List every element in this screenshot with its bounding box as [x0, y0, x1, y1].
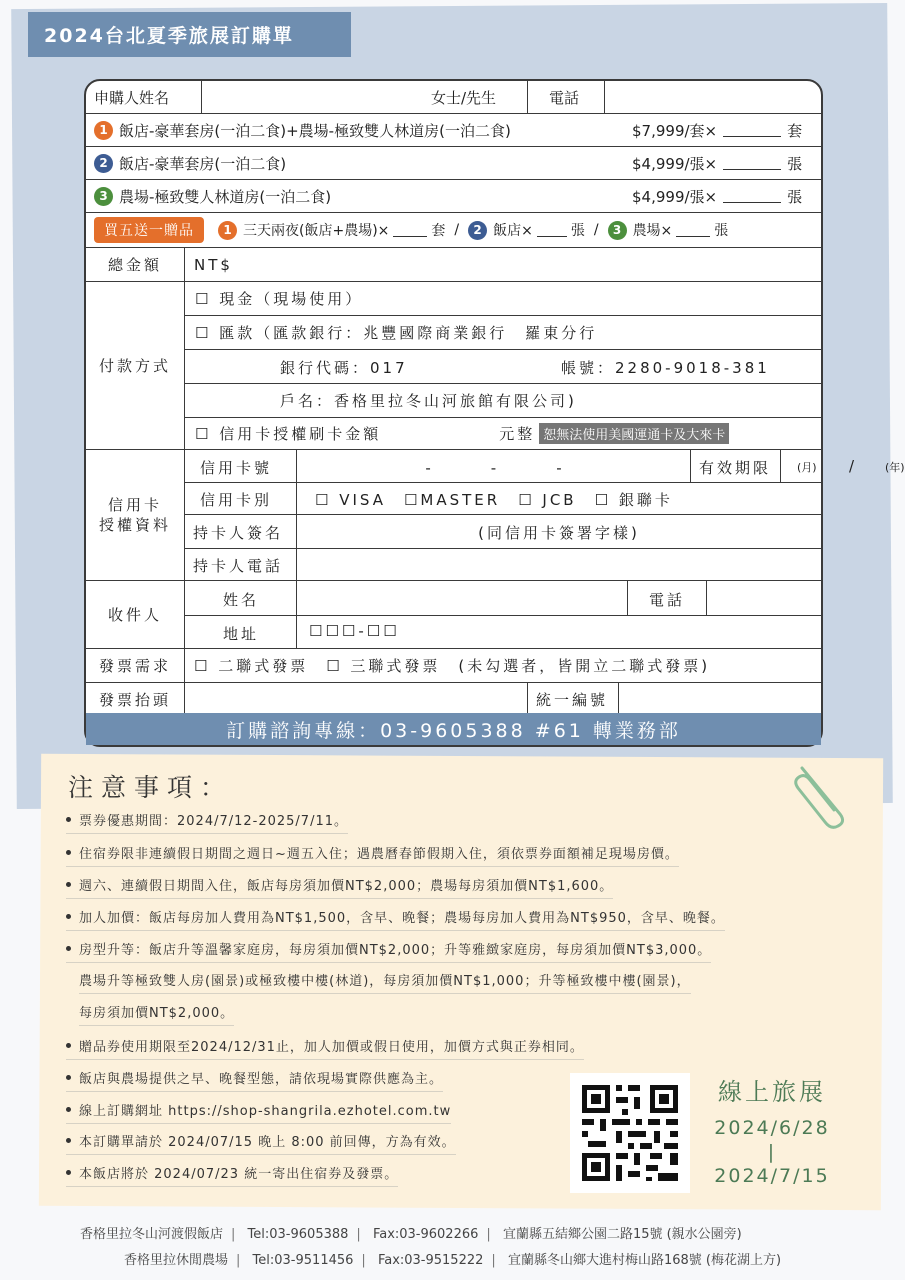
note-text: 本訂購單請於 2024/07/15 晚上 8:00 前回傳，方為有效。	[79, 1135, 456, 1150]
receiver-label: 收件人	[107, 606, 162, 624]
order-form	[84, 79, 905, 747]
phone-label: 電話	[549, 88, 580, 107]
gift-option-2: 飯店×	[493, 223, 533, 239]
hotel-name: 香格里拉冬山河渡假飯店	[80, 1227, 224, 1242]
card-section-label-line2: 授權資料	[98, 516, 171, 534]
item-price: $4,999/張×	[632, 187, 718, 206]
credit-card-block	[86, 450, 905, 581]
note-item	[66, 1036, 584, 1060]
gift-quantity-field[interactable]	[393, 224, 427, 237]
online-fair-title: 線上旅展	[718, 1078, 826, 1106]
hotel-tel[interactable]: Tel:03-9605388	[247, 1227, 349, 1242]
number-3-icon: 3	[608, 221, 627, 240]
applicant-label: 申購人姓名	[94, 88, 170, 107]
payment-block	[86, 282, 821, 450]
pay-remit-option[interactable]: ☐ 匯款（匯款銀行：兆豐國際商業銀行 羅東分行	[185, 315, 821, 350]
hotel-address: 宜蘭縣五結鄉公園二路15號 (親水公園旁)	[502, 1227, 742, 1242]
item-row-1	[86, 114, 821, 147]
card-type-row	[185, 482, 821, 515]
online-fair-start: 2024/6/28	[714, 1117, 830, 1139]
note-item	[66, 810, 348, 834]
pay-cash-option[interactable]: ☐ 現金（現場使用）	[185, 282, 821, 316]
item-row-2	[86, 147, 821, 180]
paperclip-icon	[788, 758, 858, 833]
online-fair-dash: |	[767, 1141, 777, 1163]
address-label: 地址	[223, 625, 260, 643]
expiry-label: 有效期限	[699, 459, 772, 477]
number-3-icon: 3	[94, 187, 113, 206]
item-row-3	[86, 180, 821, 213]
online-fair-end: 2024/7/15	[714, 1165, 830, 1187]
yuan-label: 元整	[499, 424, 536, 443]
card-number-label: 信用卡號	[200, 459, 273, 477]
note-text: 加人加價：飯店每房加人費用為NT$1,500，含早、晚餐；農場每房加人費用為NT$950，含早、晚餐。	[79, 911, 725, 926]
bank-info-row	[185, 349, 821, 384]
number-1-icon: 1	[94, 121, 113, 140]
gender-label: 女士/先生	[431, 88, 497, 107]
card-restriction-note: 恕無法使用美國運通卡及大來卡	[539, 423, 729, 444]
note-text: 贈品券使用期限至2024/12/31止，加人加價或假日使用，加價方式與正券相同。	[79, 1040, 584, 1055]
tax-id-field[interactable]	[619, 683, 821, 716]
total-row	[86, 248, 821, 282]
gift-option-3: 農場×	[632, 223, 673, 239]
invoice-title-row	[86, 683, 821, 716]
gift-unit-2: 張	[570, 223, 585, 239]
note-text: 票券優惠期間：2024/7/12-2025/7/11。	[79, 814, 349, 829]
receiver-name-field[interactable]	[297, 581, 627, 615]
invoice-need-label: 發票需求	[98, 657, 171, 675]
holder-phone-row	[185, 548, 821, 580]
note-text: 住宿券限非連續假日期間之週日~週五入住；遇農曆春節假期入住，須依票券面額補足現場房價。	[79, 847, 679, 862]
farm-tel[interactable]: Tel:03-9511456	[252, 1253, 354, 1268]
card-section-label-line1: 信用卡	[107, 496, 162, 514]
note-item-continued	[79, 970, 691, 994]
item-name: 飯店-豪華套房(一泊二食)	[119, 154, 287, 173]
separator: /	[454, 222, 460, 238]
pay-card-row	[185, 417, 821, 449]
item-price: $7,999/套×	[632, 121, 718, 140]
qr-code-icon	[570, 1073, 690, 1193]
notes-title: 注意事項：	[68, 773, 234, 802]
note-item	[66, 939, 711, 963]
note-text: 飯店與農場提供之早、晚餐型態，請依現場實際供應為主。	[79, 1072, 444, 1087]
gift-option-1: 三天兩夜(飯店+農場)×	[243, 223, 390, 239]
gift-badge: 買五送一贈品	[94, 217, 204, 243]
applicant-phone-field[interactable]	[605, 81, 821, 113]
note-item	[66, 907, 725, 931]
gift-unit-1: 套	[431, 223, 446, 239]
receiver-name-row	[185, 581, 821, 616]
number-1-icon: 1	[218, 221, 237, 240]
payment-label: 付款方式	[98, 357, 171, 375]
invoice-title-field[interactable]	[185, 683, 527, 716]
quantity-field[interactable]	[723, 157, 781, 170]
note-text: 週六、連續假日期間入住，飯店每房須加價NT$2,000；農場每房須加價NT$1,600。	[79, 879, 614, 894]
holder-sign-field[interactable]: (同信用卡簽署字樣)	[478, 524, 640, 542]
note-item	[66, 1068, 443, 1092]
gift-row	[86, 213, 821, 248]
card-type-label: 信用卡別	[200, 491, 273, 509]
gift-unit-3: 張	[714, 223, 729, 239]
holder-phone-field[interactable]	[297, 548, 821, 580]
card-type-options[interactable]: ☐ VISA ☐MASTER ☐ JCB ☐ 銀聯卡	[315, 491, 673, 509]
hotel-contact-line: 香格里拉冬山河渡假飯店 | Tel:03-9605388 | Fax:03-9602266 | 宜蘭縣五結鄉公園二路15號 (親水公園旁)	[80, 1227, 742, 1242]
item-unit: 張	[787, 187, 803, 206]
hotline-bar: 訂購諮詢專線：03-9605388 #61 轉業務部	[86, 713, 821, 745]
item-name: 農場-極致雙人林道房(一泊二食)	[119, 187, 332, 206]
item-unit: 張	[787, 154, 803, 173]
number-2-icon: 2	[468, 221, 487, 240]
online-fair-block	[712, 1072, 832, 1187]
qr-code[interactable]	[570, 1073, 690, 1193]
applicant-row	[86, 81, 821, 114]
quantity-field[interactable]	[723, 124, 781, 137]
note-text: 線上訂購網址 https://shop-shangrila.ezhotel.com.tw	[79, 1104, 452, 1119]
holder-phone-label: 持卡人電話	[193, 557, 284, 575]
farm-name: 香格里拉休閒農場	[124, 1253, 229, 1268]
note-item	[66, 843, 679, 867]
receiver-block	[86, 581, 821, 649]
expiry-slash: /	[849, 457, 855, 475]
item-price: $4,999/張×	[632, 154, 718, 173]
note-item	[66, 875, 613, 899]
receiver-name-label: 姓名	[223, 591, 260, 609]
invoice-need-row	[86, 649, 821, 683]
note-text: 本飯店將於 2024/07/23 統一寄出住宿券及發票。	[79, 1167, 399, 1182]
account-number: 帳號：2280-9018-381	[561, 359, 770, 377]
receiver-phone-field[interactable]	[707, 581, 821, 615]
number-2-icon: 2	[94, 154, 113, 173]
item-name: 飯店-豪華套房(一泊二食)+農場-極致雙人林道房(一泊二食)	[119, 121, 511, 140]
page-title: 2024台北夏季旅展訂購單	[28, 12, 351, 57]
note-item	[66, 1100, 451, 1124]
card-number-field[interactable]: - - -	[425, 459, 562, 477]
holder-sign-row	[185, 514, 821, 549]
card-section-label	[86, 450, 184, 580]
total-label: 總金額	[107, 256, 162, 274]
farm-contact-line: 香格里拉休閒農場 | Tel:03-9511456 | Fax:03-9515222 | 宜蘭縣冬山鄉大進村梅山路168號 (梅花湖上方)	[124, 1253, 782, 1268]
farm-fax: Fax:03-9515222	[377, 1253, 484, 1268]
note-text: 房型升等：飯店升等溫馨家庭房，每房須加價NT$2,000；升等雅緻家庭房，每房須加價NT$3,000。	[79, 943, 712, 958]
invoice-options[interactable]: ☐ 二聯式發票 ☐ 三聯式發票 (未勾選者，皆開立二聯式發票)	[194, 657, 711, 675]
address-field[interactable]: ☐☐☐-☐☐	[309, 622, 400, 640]
note-item	[66, 1163, 398, 1187]
receiver-phone-label: 電話	[649, 591, 686, 609]
hotel-fax: Fax:03-9602266	[372, 1227, 479, 1242]
note-text: 每房須加價NT$2,000。	[79, 1006, 235, 1021]
note-item-continued	[79, 1002, 234, 1026]
tax-id-label: 統一編號	[536, 691, 609, 709]
gift-quantity-field[interactable]	[676, 224, 710, 237]
holder-sign-label: 持卡人簽名	[193, 524, 284, 542]
expiry-year[interactable]: (年)	[885, 461, 905, 474]
receiver-address-row	[185, 615, 821, 649]
expiry-month[interactable]: (月)	[797, 461, 817, 474]
total-amount-field[interactable]: NT$	[194, 255, 233, 274]
account-name: 戶名：香格里拉冬山河旅館有限公司)	[185, 383, 821, 418]
farm-address: 宜蘭縣冬山鄉大進村梅山路168號 (梅花湖上方)	[507, 1253, 782, 1268]
gift-quantity-field[interactable]	[537, 224, 567, 237]
invoice-title-label: 發票抬頭	[98, 691, 171, 709]
separator: /	[593, 222, 599, 238]
pay-card-option[interactable]: ☐ 信用卡授權刷卡金額	[195, 424, 382, 443]
bank-code: 銀行代碼：017	[280, 359, 408, 377]
item-unit: 套	[787, 121, 803, 140]
note-item	[66, 1131, 456, 1155]
note-text: 農場升等極致雙人房(園景)或極致樓中樓(林道)，每房須加價NT$1,000；升等極致樓中樓(園景)，	[79, 974, 691, 989]
quantity-field[interactable]	[723, 190, 781, 203]
card-number-row	[185, 450, 905, 483]
